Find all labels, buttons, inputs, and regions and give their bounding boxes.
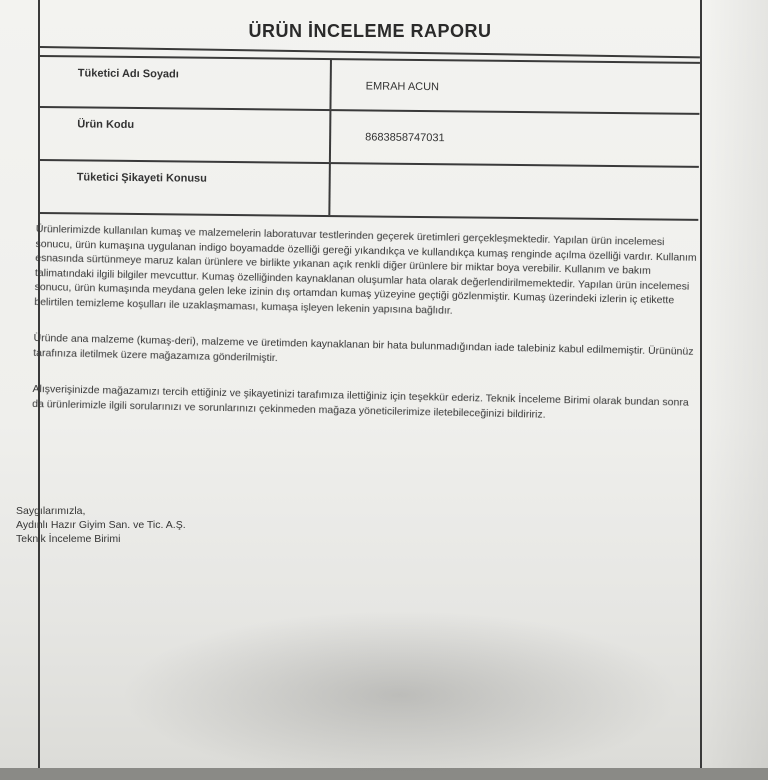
complaint-subject-label: Tüketici Şikayeti Konusu — [38, 161, 331, 215]
customer-name-label: Tüketici Adı Soyadı — [39, 57, 331, 109]
info-row-complaint-subject — [38, 161, 699, 221]
paper-edge — [704, 0, 768, 768]
company-name: Aydınlı Hazır Giyim San. ve Tic. A.Ş. — [16, 519, 186, 531]
report-title: ÜRÜN İNCELEME RAPORU — [248, 21, 492, 41]
signature-block — [16, 504, 316, 546]
paragraph-decision: Üründe ana malzeme (kumaş-deri), malzeme ve üretimden kaynaklanan bir hata bulunmadığından iade talebiniz kabul edilmemiştir. Ürününüz tarafınıza iletilmek üzere mağazamıza gönderilmiştir. — [33, 331, 694, 364]
report-body — [32, 222, 702, 447]
info-row-product-code — [39, 108, 700, 168]
info-row-customer-name — [39, 55, 700, 115]
customer-name-value: EMRAH ACUN — [365, 80, 440, 94]
department-name: Teknik İnceleme Birimi — [16, 533, 121, 545]
product-code-label: Ürün Kodu — [39, 108, 332, 162]
paragraph-thanks: Alışverişinizde mağazamızı tercih ettiğiniz ve şikayetinizi tarafımıza ilettiğiniz için teşekkür ederiz. Teknik İnceleme Birimi olarak bundan sonra da ürünlerimizle ilgili sorularınızı ve sorunlarınızı çekinmeden mağaza yöneticilerimize iletebileceğinizi bildiririz. — [32, 382, 689, 421]
paragraph-analysis: Ürünlerimizde kullanılan kumaş ve malzemelerin laboratuvar testlerinden geçerek üretimleri gerçekleşmektedir. Yapılan ürün incelemesi sonucu, ürün kumaşına uygulanan indigo boyamadde özelliği gereği yıkandıkça ve kullandıkça kumaş renginde açılma özelliği vardır. Kullanım esnasında sürtünmeye maruz kalan ürünlere ve birlikte yıkanan açık renkli diğer ürünlere bir miktar boya verebilir. Kullanım ve bakım talimatındaki ilgili bilgiler mevcuttur. Kumaş özelliğinden kaynaklanan oluşumlar hata olarak değerlendirilmemektedir. Yapılan ürün incelemesi sonucu, ürün kumaşında meydana gelen leke izinin dış ortamdan kumaş yüzeyine geçtiği gözlenmiştir. Kumaş üzerindeki izlerin iç etikette belirtilen temizleme koşulları ile uzaklaşmaması, kumaşa işleyen lekenin yapısına bağlıdır. — [34, 222, 697, 317]
complaint-subject-value — [330, 164, 699, 219]
info-table — [38, 55, 700, 222]
closing-text: Saygılarımızla, — [16, 505, 86, 517]
product-code-value: 8683858747031 — [365, 131, 445, 145]
